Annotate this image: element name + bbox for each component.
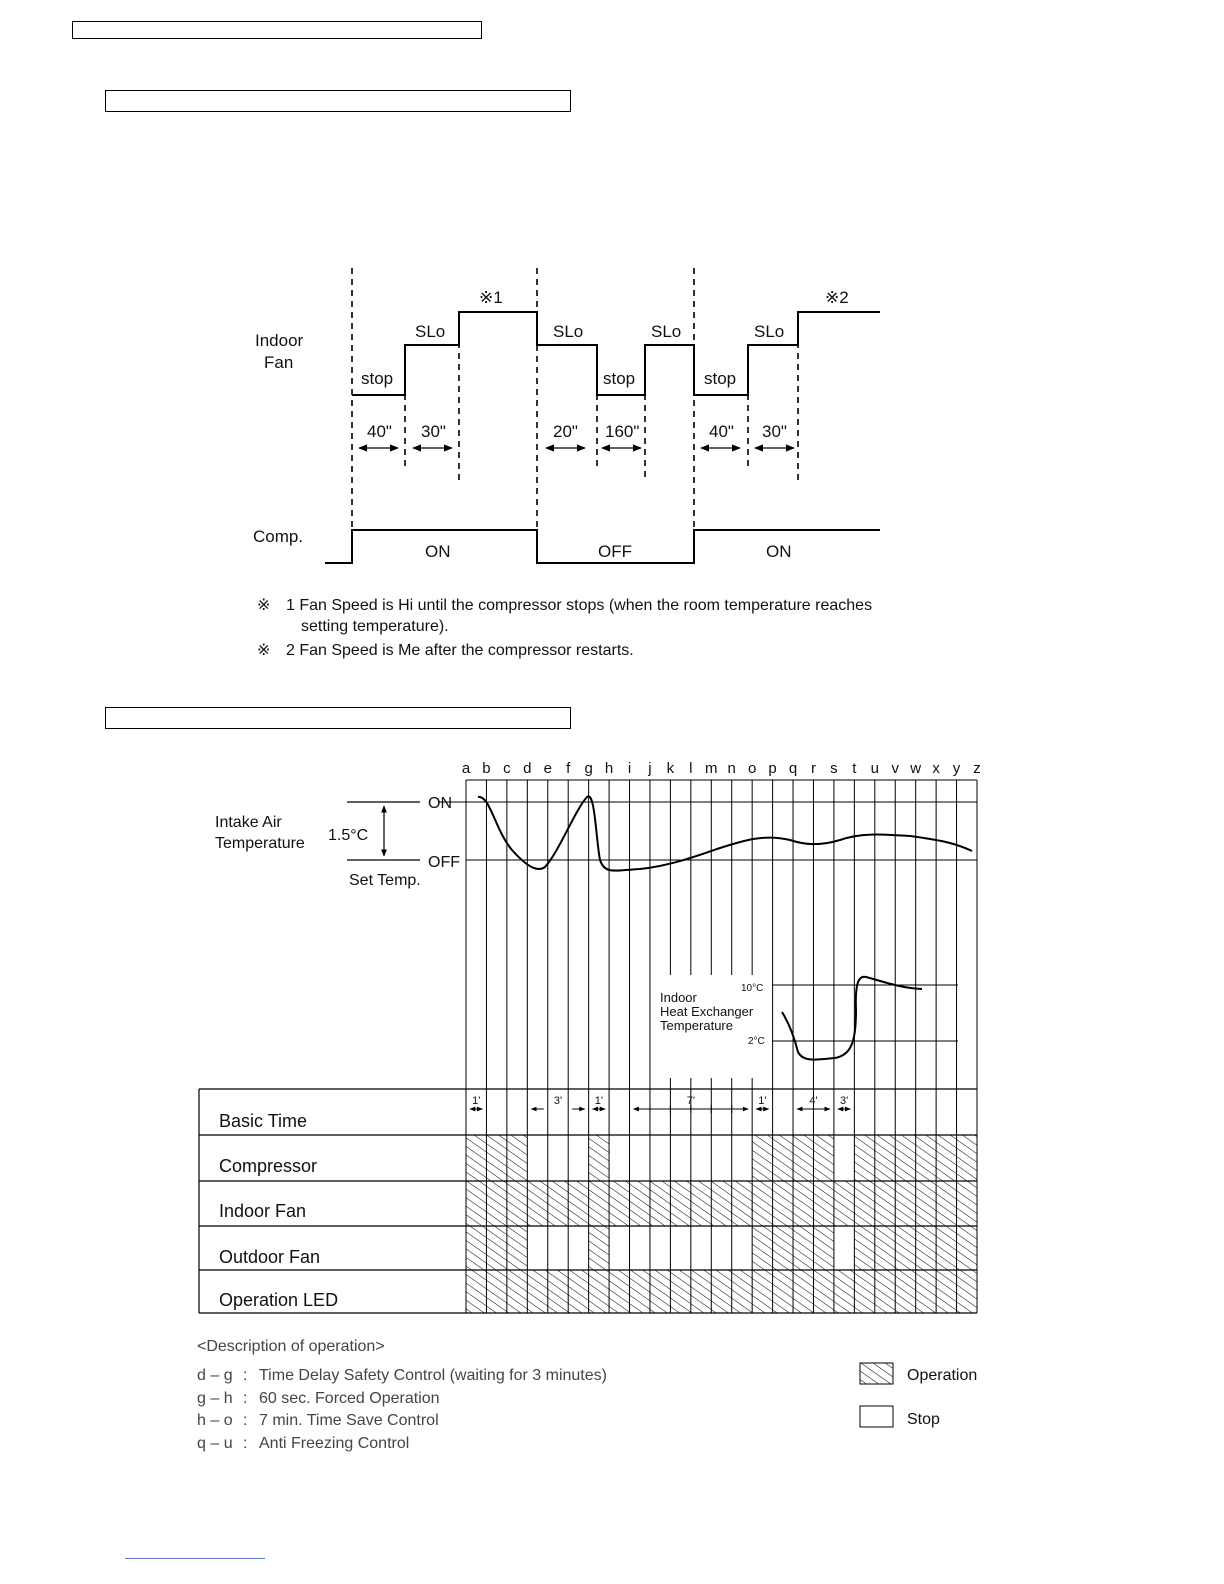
off-level-label: OFF: [428, 854, 460, 871]
column-letter: f: [566, 760, 571, 777]
set-temp-label: Set Temp.: [349, 872, 421, 889]
delta-label: 1.5°C: [328, 827, 369, 844]
on-level-label: ON: [428, 795, 452, 812]
column-letter: d: [523, 760, 532, 777]
row-label-compressor: Compressor: [219, 1156, 318, 1176]
column-letter: x: [932, 760, 940, 777]
duration-label: 20": [553, 422, 578, 441]
note-mark: ※: [257, 597, 271, 614]
indoor-fan-label: Fan: [264, 353, 294, 372]
row-label-basic-time: Basic Time: [219, 1111, 308, 1131]
column-letter: n: [727, 760, 736, 777]
operation-fill: [466, 1181, 977, 1226]
basic-time-label: 7': [686, 1095, 695, 1107]
description-sep: :: [243, 1367, 248, 1384]
operation-fill: [466, 1226, 527, 1270]
slo-label: SLo: [651, 322, 682, 341]
comp-state-label: OFF: [598, 542, 632, 561]
note-text: setting temperature).: [301, 618, 449, 635]
basic-time-label: 3': [840, 1095, 849, 1107]
note-text: 1 Fan Speed is Hi until the compressor stops (when the room temperature reaches: [286, 597, 873, 614]
basic-time-label: 1': [472, 1095, 481, 1107]
column-letter: s: [830, 760, 838, 777]
operation-fill: [466, 1270, 977, 1313]
description-sep: :: [243, 1412, 248, 1429]
basic-time-label: 3': [553, 1095, 563, 1107]
description-sep: :: [243, 1435, 248, 1452]
column-letter: o: [747, 760, 757, 777]
column-letter: v: [891, 760, 899, 777]
row-label-indoor-fan: Indoor Fan: [219, 1201, 307, 1221]
basic-time-label: 4': [809, 1095, 818, 1107]
comp-state-label: ON: [425, 542, 451, 561]
description-text: 60 sec. Forced Operation: [259, 1390, 440, 1407]
chart-layer: [199, 760, 981, 1313]
description-range: g – h: [197, 1390, 233, 1407]
column-letter: u: [870, 760, 879, 777]
column-letter: l: [689, 760, 693, 777]
column-letter: m: [705, 760, 718, 777]
hex-temp-label: Temperature: [660, 1018, 733, 1033]
description-range: q – u: [197, 1435, 233, 1452]
description-text: Time Delay Safety Control (waiting for 3 minutes): [259, 1367, 607, 1384]
stop-label: stop: [704, 369, 737, 388]
row-label-operation-led: Operation LED: [219, 1290, 339, 1310]
row-label-outdoor-fan: Outdoor Fan: [219, 1247, 321, 1267]
column-letter: g: [584, 760, 593, 777]
operation-fill: [589, 1226, 609, 1270]
description-range: h – o: [197, 1412, 233, 1429]
stop-label: stop: [603, 369, 636, 388]
legend-operation-label: Operation: [907, 1367, 978, 1384]
duration-label: 160": [605, 422, 640, 441]
hex-high-label: 10°C: [741, 983, 764, 994]
stop-label: stop: [361, 369, 394, 388]
description-sep: :: [243, 1390, 248, 1407]
column-letter: e: [543, 760, 552, 777]
note-mark: ※: [257, 642, 271, 659]
hex-temp-curve: [782, 977, 922, 1060]
duration-label: 40": [709, 422, 734, 441]
column-letter: i: [627, 760, 632, 777]
column-letter: w: [910, 760, 922, 777]
legend-stop-label: Stop: [907, 1411, 940, 1428]
column-letter: z: [973, 760, 981, 777]
description-title: <Description of operation>: [197, 1338, 385, 1355]
legend-stop-swatch: [860, 1406, 893, 1427]
column-letter: t: [852, 760, 857, 777]
column-letter: k: [666, 760, 675, 777]
hex-low-label: 2°C: [748, 1036, 765, 1047]
comp-label: Comp.: [253, 527, 304, 546]
description-text: 7 min. Time Save Control: [259, 1412, 439, 1429]
slo-label: SLo: [754, 322, 785, 341]
operation-fill: [466, 1135, 527, 1181]
hex-temp-label: Heat Exchanger: [660, 1004, 754, 1019]
basic-time-label: 1': [594, 1095, 603, 1107]
column-letter: b: [482, 760, 491, 777]
duration-label: 30": [421, 422, 446, 441]
duration-label: 40": [367, 422, 392, 441]
intake-air-label: Temperature: [215, 835, 305, 852]
note-text: 2 Fan Speed is Me after the compressor restarts.: [286, 642, 634, 659]
column-letter: a: [461, 760, 471, 777]
operation-fill: [589, 1135, 609, 1181]
column-letter: y: [952, 760, 961, 777]
basic-time-label: 1': [758, 1095, 767, 1107]
column-letter: q: [788, 760, 798, 777]
hex-temp-label: Indoor: [660, 990, 697, 1005]
column-letter: j: [648, 760, 652, 777]
slo-label: SLo: [553, 322, 584, 341]
column-letter: h: [604, 760, 614, 777]
legend-operation-swatch: [860, 1363, 893, 1384]
description-text: Anti Freezing Control: [259, 1435, 410, 1452]
column-letter: c: [503, 760, 511, 777]
intake-air-label: Intake Air: [215, 814, 282, 831]
slo-label: SLo: [415, 322, 446, 341]
duration-label: 30": [762, 422, 787, 441]
column-letter: p: [768, 760, 777, 777]
note-mark-1: ※1: [479, 288, 503, 307]
indoor-fan-label: Indoor: [255, 331, 304, 350]
column-letter: r: [810, 760, 816, 777]
intake-air-curve: [478, 796, 972, 870]
comp-state-label: ON: [766, 542, 792, 561]
description-range: d – g: [197, 1367, 233, 1384]
note-mark-2: ※2: [825, 288, 849, 307]
